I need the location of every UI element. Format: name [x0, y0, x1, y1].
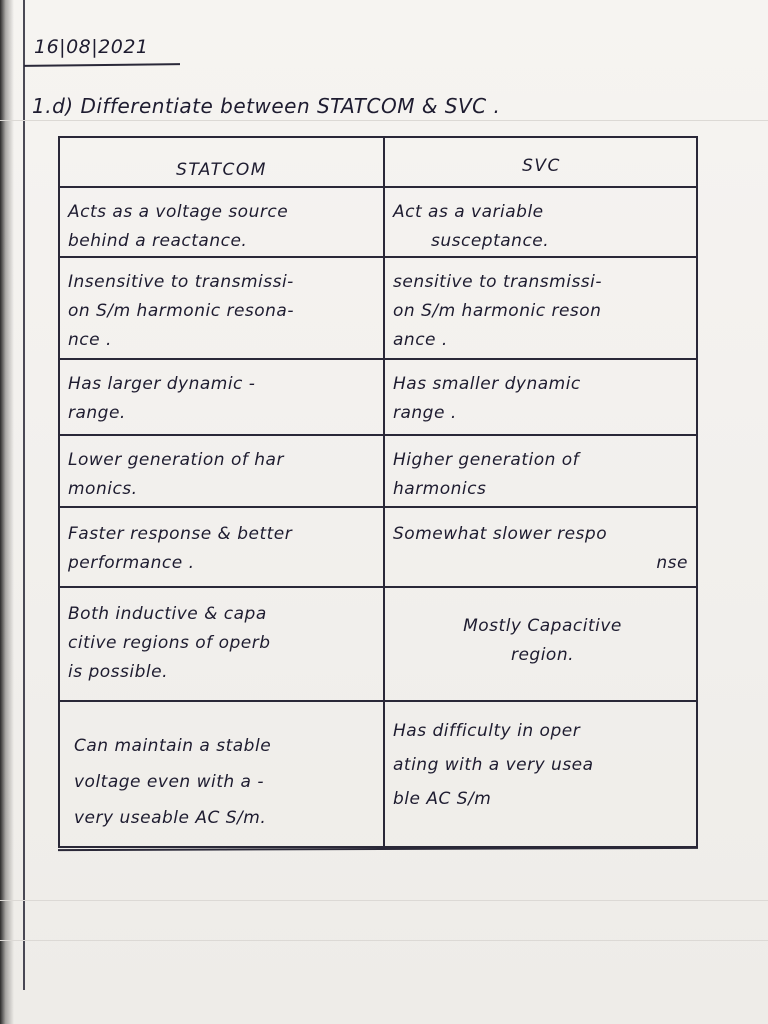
cell-line: Has difficulty in oper: [393, 721, 581, 741]
cell-line: range .: [393, 403, 457, 423]
cell-line: on S/m harmonic reson: [393, 301, 602, 321]
table-row-6-svc: [387, 608, 698, 700]
cell-line: is possible.: [68, 662, 168, 682]
table-row-2-statcom: [62, 264, 383, 358]
cell-line: Somewhat slower respo: [393, 524, 608, 544]
row-divider: [60, 586, 696, 588]
cell-line: citive regions of operb: [68, 633, 271, 653]
row-divider: [60, 358, 696, 360]
table-row-6-statcom: [62, 596, 383, 700]
row-divider: [60, 700, 696, 702]
page-date: 16|08|2021: [34, 36, 149, 58]
table-row-2-svc: [387, 264, 698, 358]
cell-line: very useable AC S/m.: [74, 808, 267, 828]
date-underline: [24, 63, 180, 67]
table-row-1-statcom: [62, 194, 383, 256]
cell-line: Has smaller dynamic: [393, 374, 581, 394]
cell-line: nse: [656, 553, 688, 573]
column-divider: [383, 138, 385, 846]
margin-line: [23, 0, 25, 990]
cell-line: Faster response & better: [68, 524, 293, 544]
row-divider: [60, 256, 696, 258]
cell-line: monics.: [68, 479, 138, 499]
table-row-5-statcom: [62, 516, 383, 586]
cell-line: voltage even with a -: [74, 772, 265, 792]
cell-line: nce .: [68, 330, 112, 350]
cell-line: behind a reactance.: [68, 231, 248, 251]
cell-line: susceptance.: [431, 231, 550, 251]
cell-line: region.: [510, 645, 575, 665]
table-row-4-svc: [387, 442, 698, 506]
row-divider: [60, 434, 696, 436]
comparison-table: [58, 136, 698, 848]
table-row-7-statcom: [68, 724, 383, 848]
cell-line: Higher generation of: [393, 450, 580, 470]
cell-line: Lower generation of har: [68, 450, 284, 470]
cell-line: Acts as a voltage source: [68, 202, 289, 222]
cell-line: Has larger dynamic -: [68, 374, 256, 394]
cell-line: ble AC S/m: [393, 789, 492, 809]
table-row-5-svc: [387, 516, 698, 586]
table-row-3-statcom: [62, 366, 383, 434]
table-row-4-statcom: [62, 442, 383, 506]
cell-line: ance .: [393, 330, 448, 350]
cell-line: on S/m harmonic resona-: [68, 301, 294, 321]
cell-line: Both inductive & capa: [68, 604, 267, 624]
cell-line: sensitive to transmissi-: [393, 272, 603, 292]
header-statcom: STATCOM: [176, 160, 267, 180]
page-edge-shadow: [0, 0, 14, 1024]
header-svc: SVC: [522, 156, 561, 176]
cell-line: Act as a variable: [393, 202, 544, 222]
cell-line: ating with a very usea: [393, 755, 594, 775]
ruled-line: [0, 120, 768, 121]
row-divider: [60, 506, 696, 508]
cell-line: performance .: [68, 553, 195, 573]
table-row-7-svc: [387, 710, 698, 834]
row-divider: [60, 186, 696, 188]
question-heading: 1.d) Differentiate between STATCOM & SVC .: [32, 94, 501, 118]
cell-line: Mostly Capacitive: [463, 616, 622, 636]
cell-line: range.: [68, 403, 126, 423]
cell-line: harmonics: [393, 479, 487, 499]
table-row-1-svc: [387, 194, 698, 256]
ruled-line: [0, 940, 768, 941]
ruled-line: [0, 900, 768, 901]
cell-line: Can maintain a stable: [74, 736, 272, 756]
table-row-3-svc: [387, 366, 698, 434]
cell-line: Insensitive to transmissi-: [68, 272, 294, 292]
